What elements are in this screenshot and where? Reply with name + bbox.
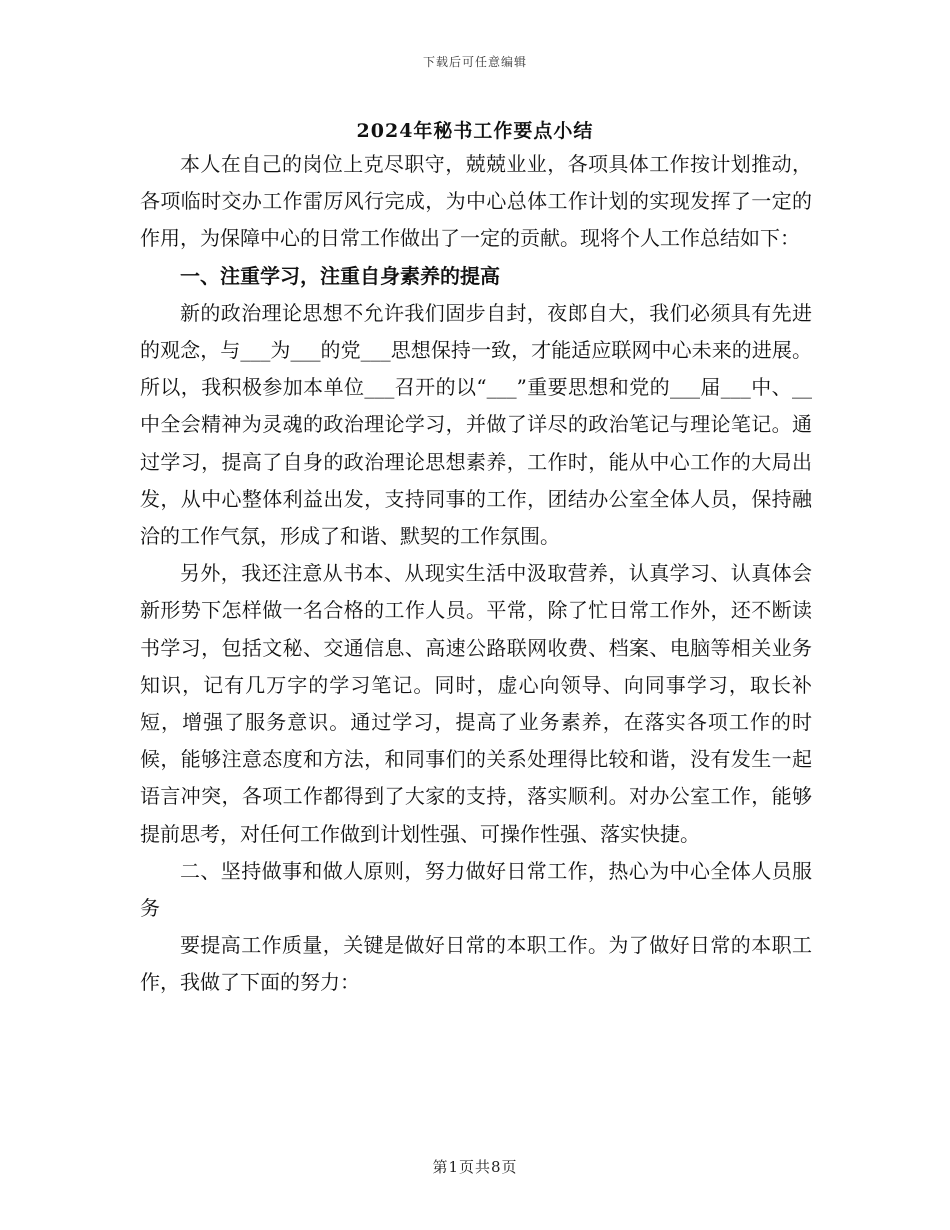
- body-paragraph: 新的政治理论思想不允许我们固步自封，夜郎自大，我们必须具有先进的观念，与___为___的党___思想保持一致，才能适应联网中心未来的进展。所以，我积极参加本单位___召开的以“___”重要思想和党的___届___中、__中全会精神为灵魂的政治理论学习，并做了详尽的政治笔记与理论笔记。通过学习，提高了自身的政治理论思想素养，工作时，能从中心工作的大局出发，从中心整体利益出发，支持同事的工作，团结办公室全体人员，保持融洽的工作气氛，形成了和谐、默契的工作氛围。: [140, 300, 812, 549]
- section-heading-2: 二、坚持做事和做人原则，努力做好日常工作，热心为中心全体人员服务: [140, 858, 812, 921]
- section-heading-1: 一、注重学习，注重自身素养的提高: [180, 263, 500, 288]
- page-footer: 第1页共8页: [432, 1158, 518, 1176]
- body-paragraph: 要提高工作质量，关键是做好日常的本职工作。为了做好日常的本职工作，我做了下面的努力：: [140, 933, 812, 995]
- document-body: [140, 146, 812, 1002]
- header-note: 下载后可任意编辑: [422, 55, 527, 69]
- document-title: 2024年秘书工作要点小结: [356, 120, 594, 142]
- body-paragraph: 另外，我还注意从书本、从现实生活中汲取营养，认真学习、认真体会新形势下怎样做一名合格的工作人员。平常，除了忙日常工作外，还不断读书学习，包括文秘、交通信息、高速公路联网收费、档案、电脑等相关业务知识，记有几万字的学习笔记。同时，虚心向领导、向同事学习，取长补短，增强了服务意识。通过学习，提高了业务素养，在落实各项工作的时候，能够注意态度和方法，和同事们的关系处理得比较和谐，没有发生一起语言冲突，各项工作都得到了大家的支持，落实顺利。对办公室工作，能够提前思考，对任何工作做到计划性强、可操作性强、落实快捷。: [140, 561, 812, 846]
- intro-paragraph: 本人在自己的岗位上克尽职守，兢兢业业，各项具体工作按计划推动，各项临时交办工作雷厉风行完成，为中心总体工作计划的实现发挥了一定的作用，为保障中心的日常工作做出了一定的贡献。现将个人工作总结如下：: [140, 152, 812, 251]
